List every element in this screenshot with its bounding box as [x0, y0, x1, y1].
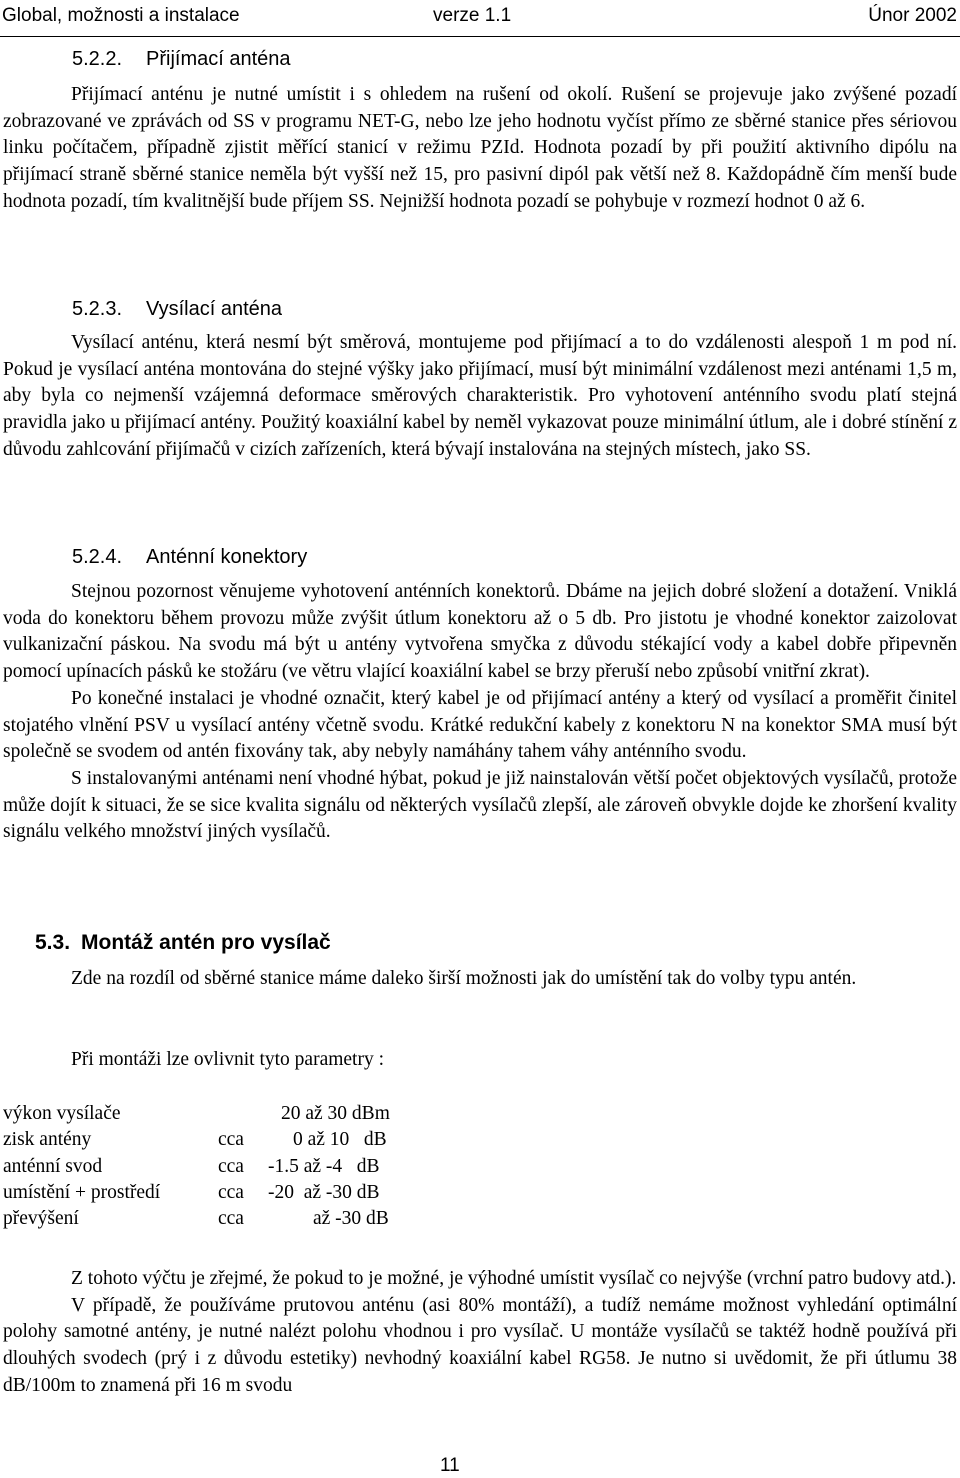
section-body-5-2-2 — [3, 82, 957, 216]
paragraph: Vysílací anténu, která nesmí být směrová, montujeme pod přijímací a to do vzdálenosti alespoň 1 m pod ní. Pokud je vysílací anténa montována do stejné výšky jako přijímací, musí být minimální vzdálenost mezi anténami 1,5 m, aby byla co nejmenší vzájemná deformace směrových charakteristik. Pro vyhotovení anténního svodu platí stejná pravidla jako u přijímací antény. Použitý koaxiální kabel by neměl vykazovat pouze minimální útlum, ale i dobré stínění z důvodu zahlcování přijímačů v cizích zařízeních, která bývají instalována na stejných místech, jako SS. — [3, 332, 957, 460]
section-number: 5.2.2. — [72, 48, 123, 70]
paragraph: Při montáži lze ovlivnit tyto parametry : — [71, 1049, 385, 1070]
paragraph: Po konečné instalaci je vhodné označit, který kabel je od přijímací antény a který od vysílací a proměřit činitel stojatého vlnění PSV u vysílací antény včetně svodu. Krátké redukční kabely z konektoru N na konektor SMA musí být společně se svodem od antén fixovány tak, aby nebyly namáhány tahem váhy anténního svodu. — [3, 687, 957, 763]
header-date: Únor 2002 — [868, 5, 957, 26]
parameter-name: anténní svod — [3, 1155, 103, 1177]
parameter-prefix: cca — [218, 1155, 244, 1177]
section-number: 5.3. — [35, 931, 71, 954]
section-number: 5.2.3. — [72, 298, 123, 320]
section-body-5-2-3 — [3, 330, 957, 464]
header-version: verze 1.1 — [433, 5, 512, 26]
parameter-name: převýšení — [3, 1208, 79, 1230]
paragraph: Zde na rozdíl od sběrné stanice máme daleko širší možnosti jak do umístění tak do volby typu antén. — [71, 968, 857, 989]
section-body-5-3-params-intro — [3, 1047, 957, 1074]
section-title: Přijímací anténa — [146, 48, 291, 70]
parameter-name: zisk antény — [3, 1129, 92, 1151]
section-heading-5-2-2 — [72, 48, 291, 71]
paragraph: Z tohoto výčtu je zřejmé, že pokud to je možné, je výhodné umístit vysílač co nejvýše (vrchní patro budovy atd.). — [71, 1268, 957, 1289]
paragraph: Přijímací anténu je nutné umístit i s ohledem na rušení od okolí. Rušení se projevuje jako zvýšené pozadí zobrazované ve zprávách od SS v programu NET-G, nebo lze jeho hodnotu vyčíst přímo ze sběrné stanice přes sériovou linku počítačem, případně zjistit měřící stanicí v režimu PZId. Hodnota pozadí by při použití aktivního dipólu na přijímací straně sběrné stanice neměla být vyšší než 15, pro pasivní dipól pak větší než 8. Každopádně čím menší bude hodnota pozadí, tím kvalitnější bude příjem SS. Nejnižší hodnota pozadí se pohybuje v rozmezí hodnot 0 až 6. — [3, 84, 957, 212]
section-title: Vysílací anténa — [146, 298, 283, 320]
page-number: 11 — [440, 1455, 460, 1476]
section-heading-5-3 — [35, 931, 331, 955]
parameter-value: až -30 dB — [313, 1208, 389, 1230]
parameter-value: -20 až -30 dB — [268, 1181, 380, 1203]
parameter-value: 0 až 10 dB — [293, 1129, 387, 1151]
paragraph: S instalovanými anténami není vhodné hýbat, pokud je již nainstalován větší počet objektových vysílačů, protože může dojít k situaci, že se sice kvalita signálu od některých vysílačů zlepší, ale zároveň obvykle dojde ke zhoršení kvality signálu velkého množství jiných vysílačů. — [3, 767, 957, 843]
parameter-name: umístění + prostředí — [3, 1181, 161, 1203]
section-body-5-3-closing — [3, 1266, 957, 1400]
parameter-prefix: cca — [218, 1208, 244, 1230]
parameter-prefix: cca — [218, 1181, 244, 1203]
parameter-prefix: cca — [218, 1129, 244, 1151]
section-body-5-2-4 — [3, 579, 957, 846]
section-number: 5.2.4. — [72, 546, 123, 568]
section-body-5-3-intro — [3, 966, 957, 993]
section-heading-5-2-4 — [72, 546, 307, 569]
paragraph: V případě, že používáme prutovou anténu (asi 80% montáží), a tudíž nemáme možnost vyhledání optimální polohy samotné antény, je nutné nalézt polohu vhodnou i pro vysílač. U montáže vysílačů se taktéž hodně používá při dlouhých svodech (prý i z důvodu estetiky) nevhodný koaxiální kabel RG58. Je nutno si uvědomit, že při útlumu 38 dB/100m to znamená při 16 m svodu — [3, 1294, 957, 1396]
page-header — [0, 0, 960, 37]
section-heading-5-2-3 — [72, 298, 282, 321]
paragraph: Stejnou pozornost věnujeme vyhotovení anténních konektorů. Dbáme na jejich dobré složení a dotažení. Vniklá voda do konektoru během provozu může zvýšit útlum konektoru až o 5 db. Pro jistotu je vhodné konektor zaizolovat vulkanizační páskou. Na svodu má být u antény vytvořena smyčka z důvodu stékající vody a kabel dobře připevněn pomocí upínacích pásků ke stožáru (ve větru vlající koaxiální kabel se brzy přeruší nebo způsobí vnitřní zkrat). — [3, 581, 957, 683]
parameter-value: 20 až 30 dBm — [281, 1103, 390, 1124]
header-title: Global, možnosti a instalace — [2, 5, 240, 26]
section-title: Montáž antén pro vysílač — [81, 931, 331, 954]
parameter-name: výkon vysílače — [3, 1103, 121, 1124]
parameter-value: -1.5 až -4 dB — [268, 1155, 380, 1177]
section-title: Anténní konektory — [146, 546, 308, 568]
